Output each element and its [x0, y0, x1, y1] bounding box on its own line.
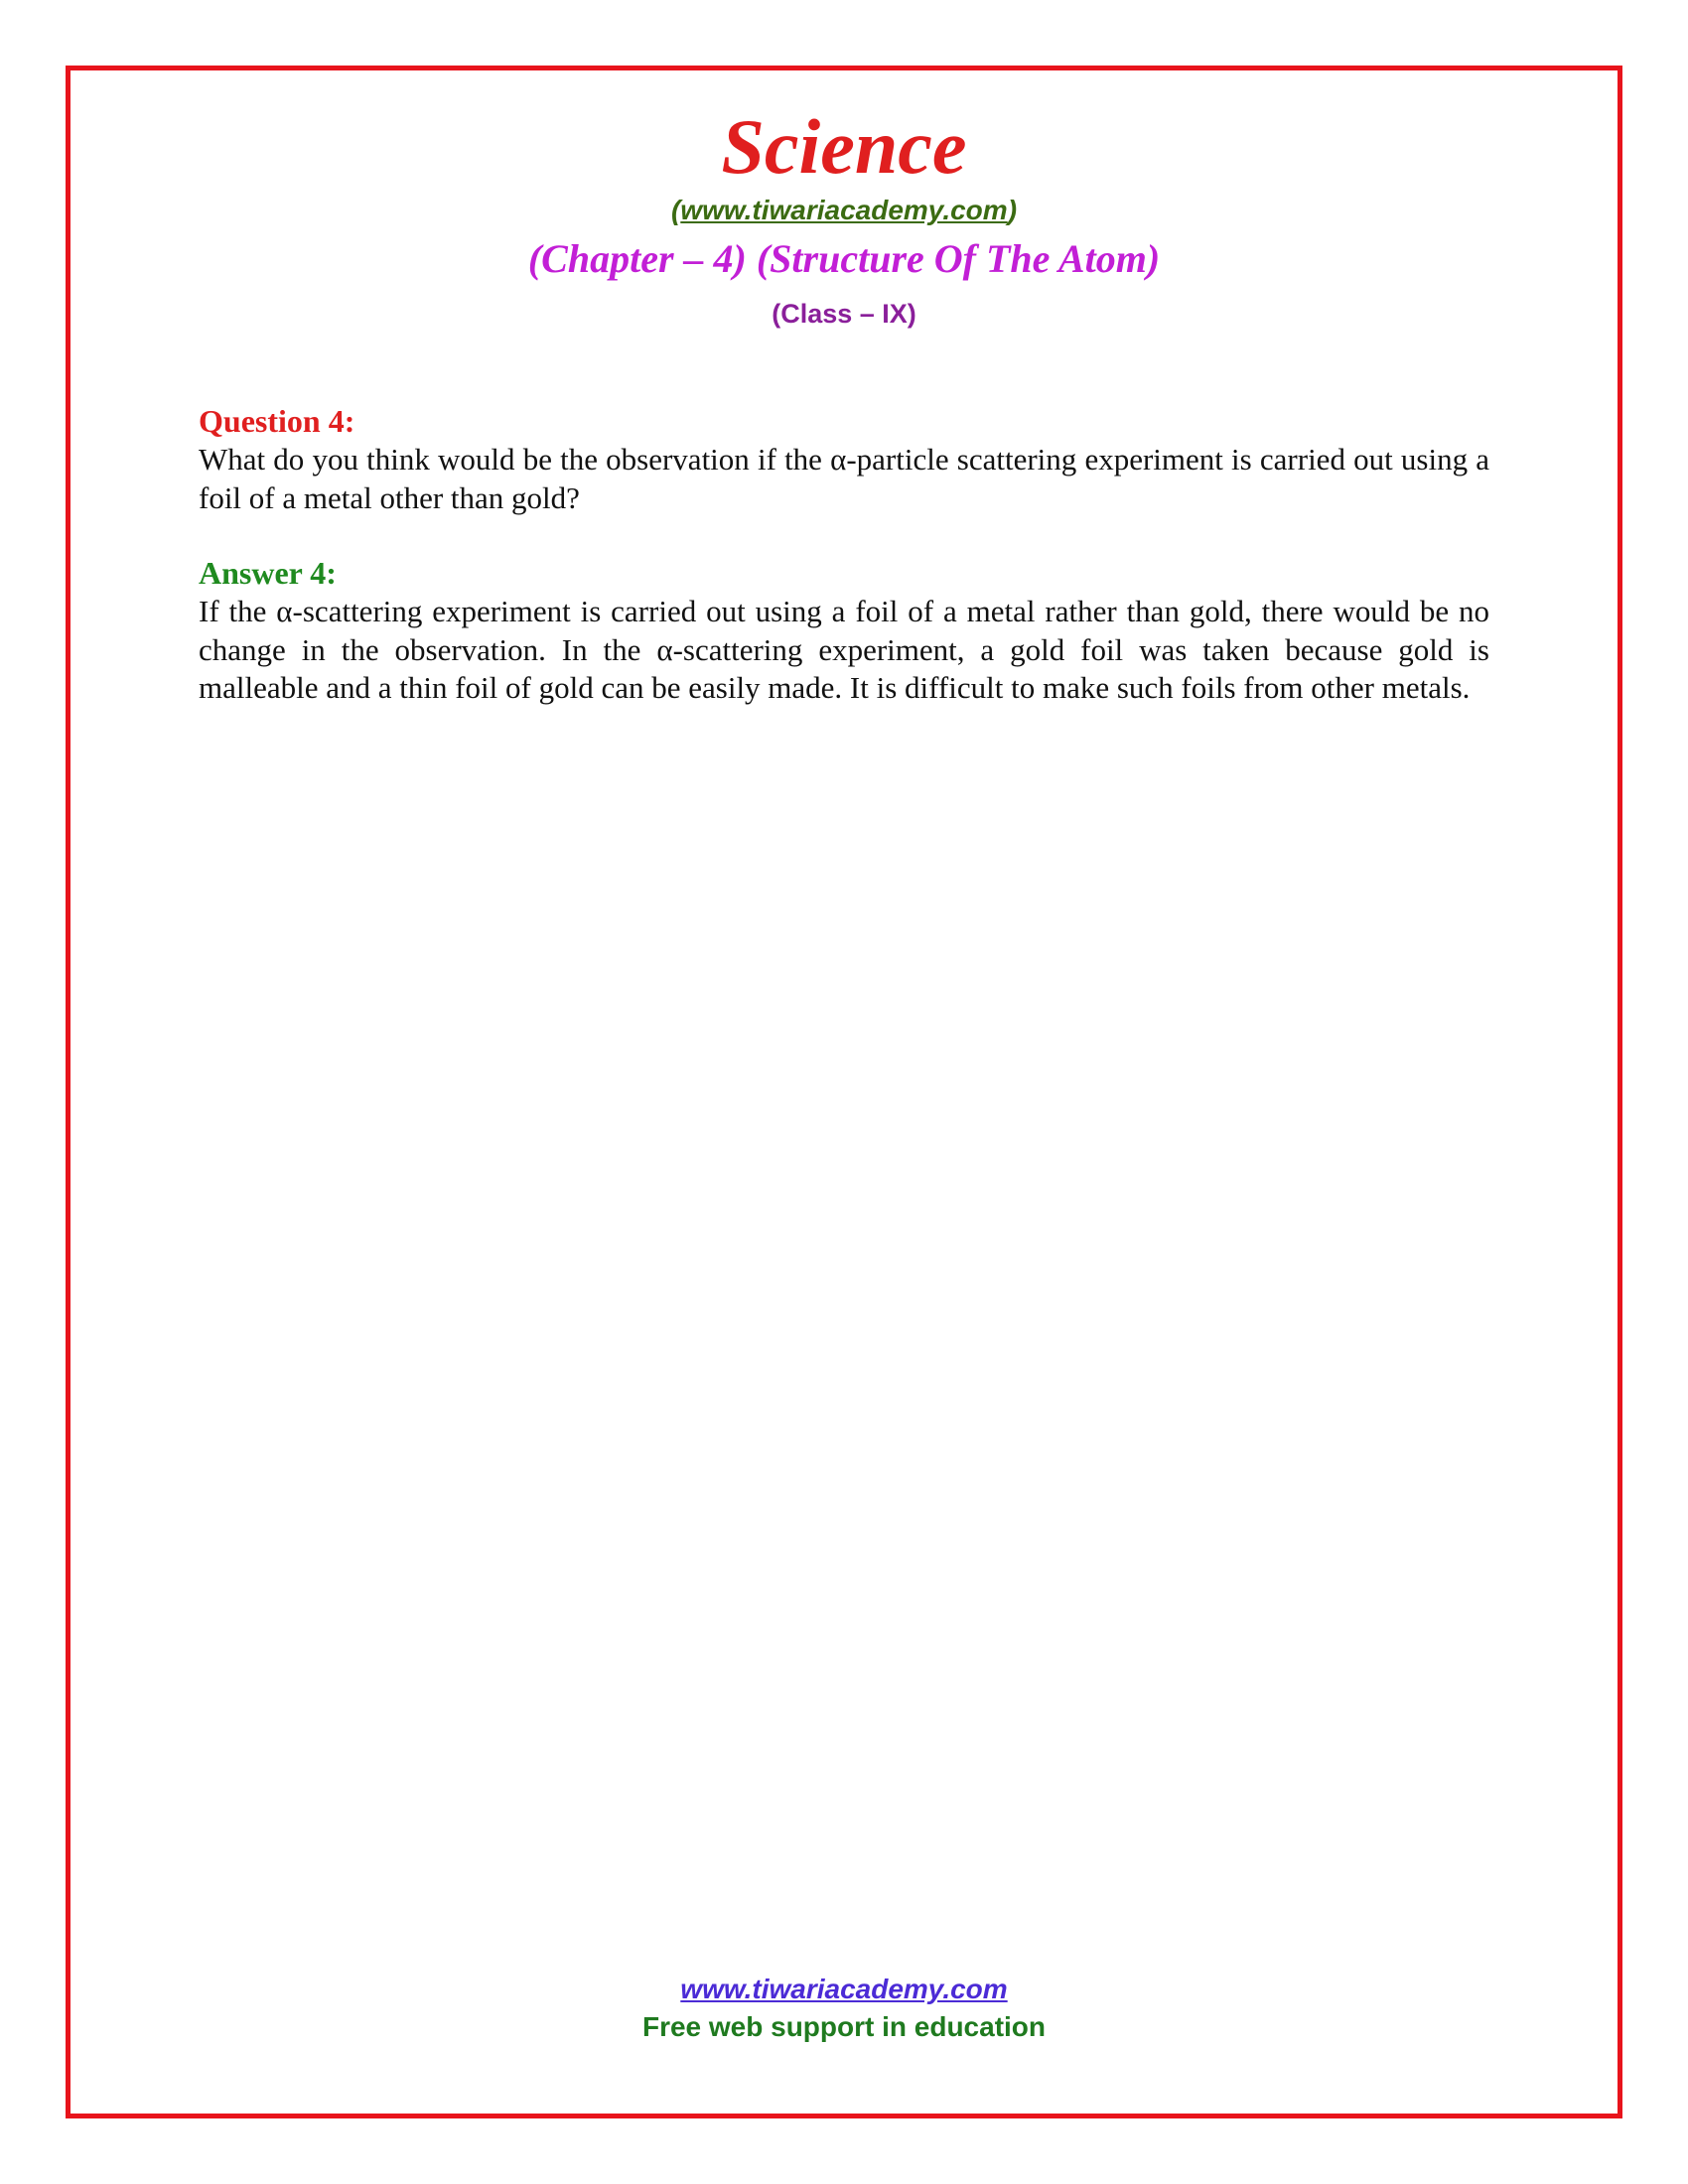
- page-border: [66, 66, 1622, 2118]
- chapter-title: (Chapter – 4) (Structure Of The Atom): [527, 236, 1161, 281]
- header-site-link[interactable]: [0, 193, 1688, 228]
- page-footer: [0, 1971, 1688, 2046]
- question-text: What do you think would be the observation if the α-particle scattering experiment is carried out using a foil of a metal other than gold?: [199, 442, 1489, 515]
- footer-tagline: Free web support in education: [641, 2011, 1047, 2042]
- question-heading: Question 4:: [199, 403, 355, 439]
- footer-link[interactable]: www.tiwariacademy.com: [680, 1974, 1008, 2004]
- page-title: Science: [721, 103, 967, 190]
- site-url[interactable]: www.tiwariacademy.com: [680, 195, 1008, 225]
- answer-text: If the α-scattering experiment is carried out using a foil of a metal rather than gold, there would be no change in the observation. In the α-scattering experiment, a gold foil was taken because gold is malleable and a thin foil of gold can be easily made. It is difficult to make such foils from other metals.: [199, 594, 1489, 705]
- site-open-paren: (: [670, 195, 681, 225]
- qa-content: [199, 401, 1489, 708]
- answer-heading: Answer 4:: [199, 555, 337, 591]
- class-label: (Class – IX): [772, 299, 916, 329]
- page-header: [0, 103, 1688, 332]
- site-close-paren: ): [1007, 195, 1018, 225]
